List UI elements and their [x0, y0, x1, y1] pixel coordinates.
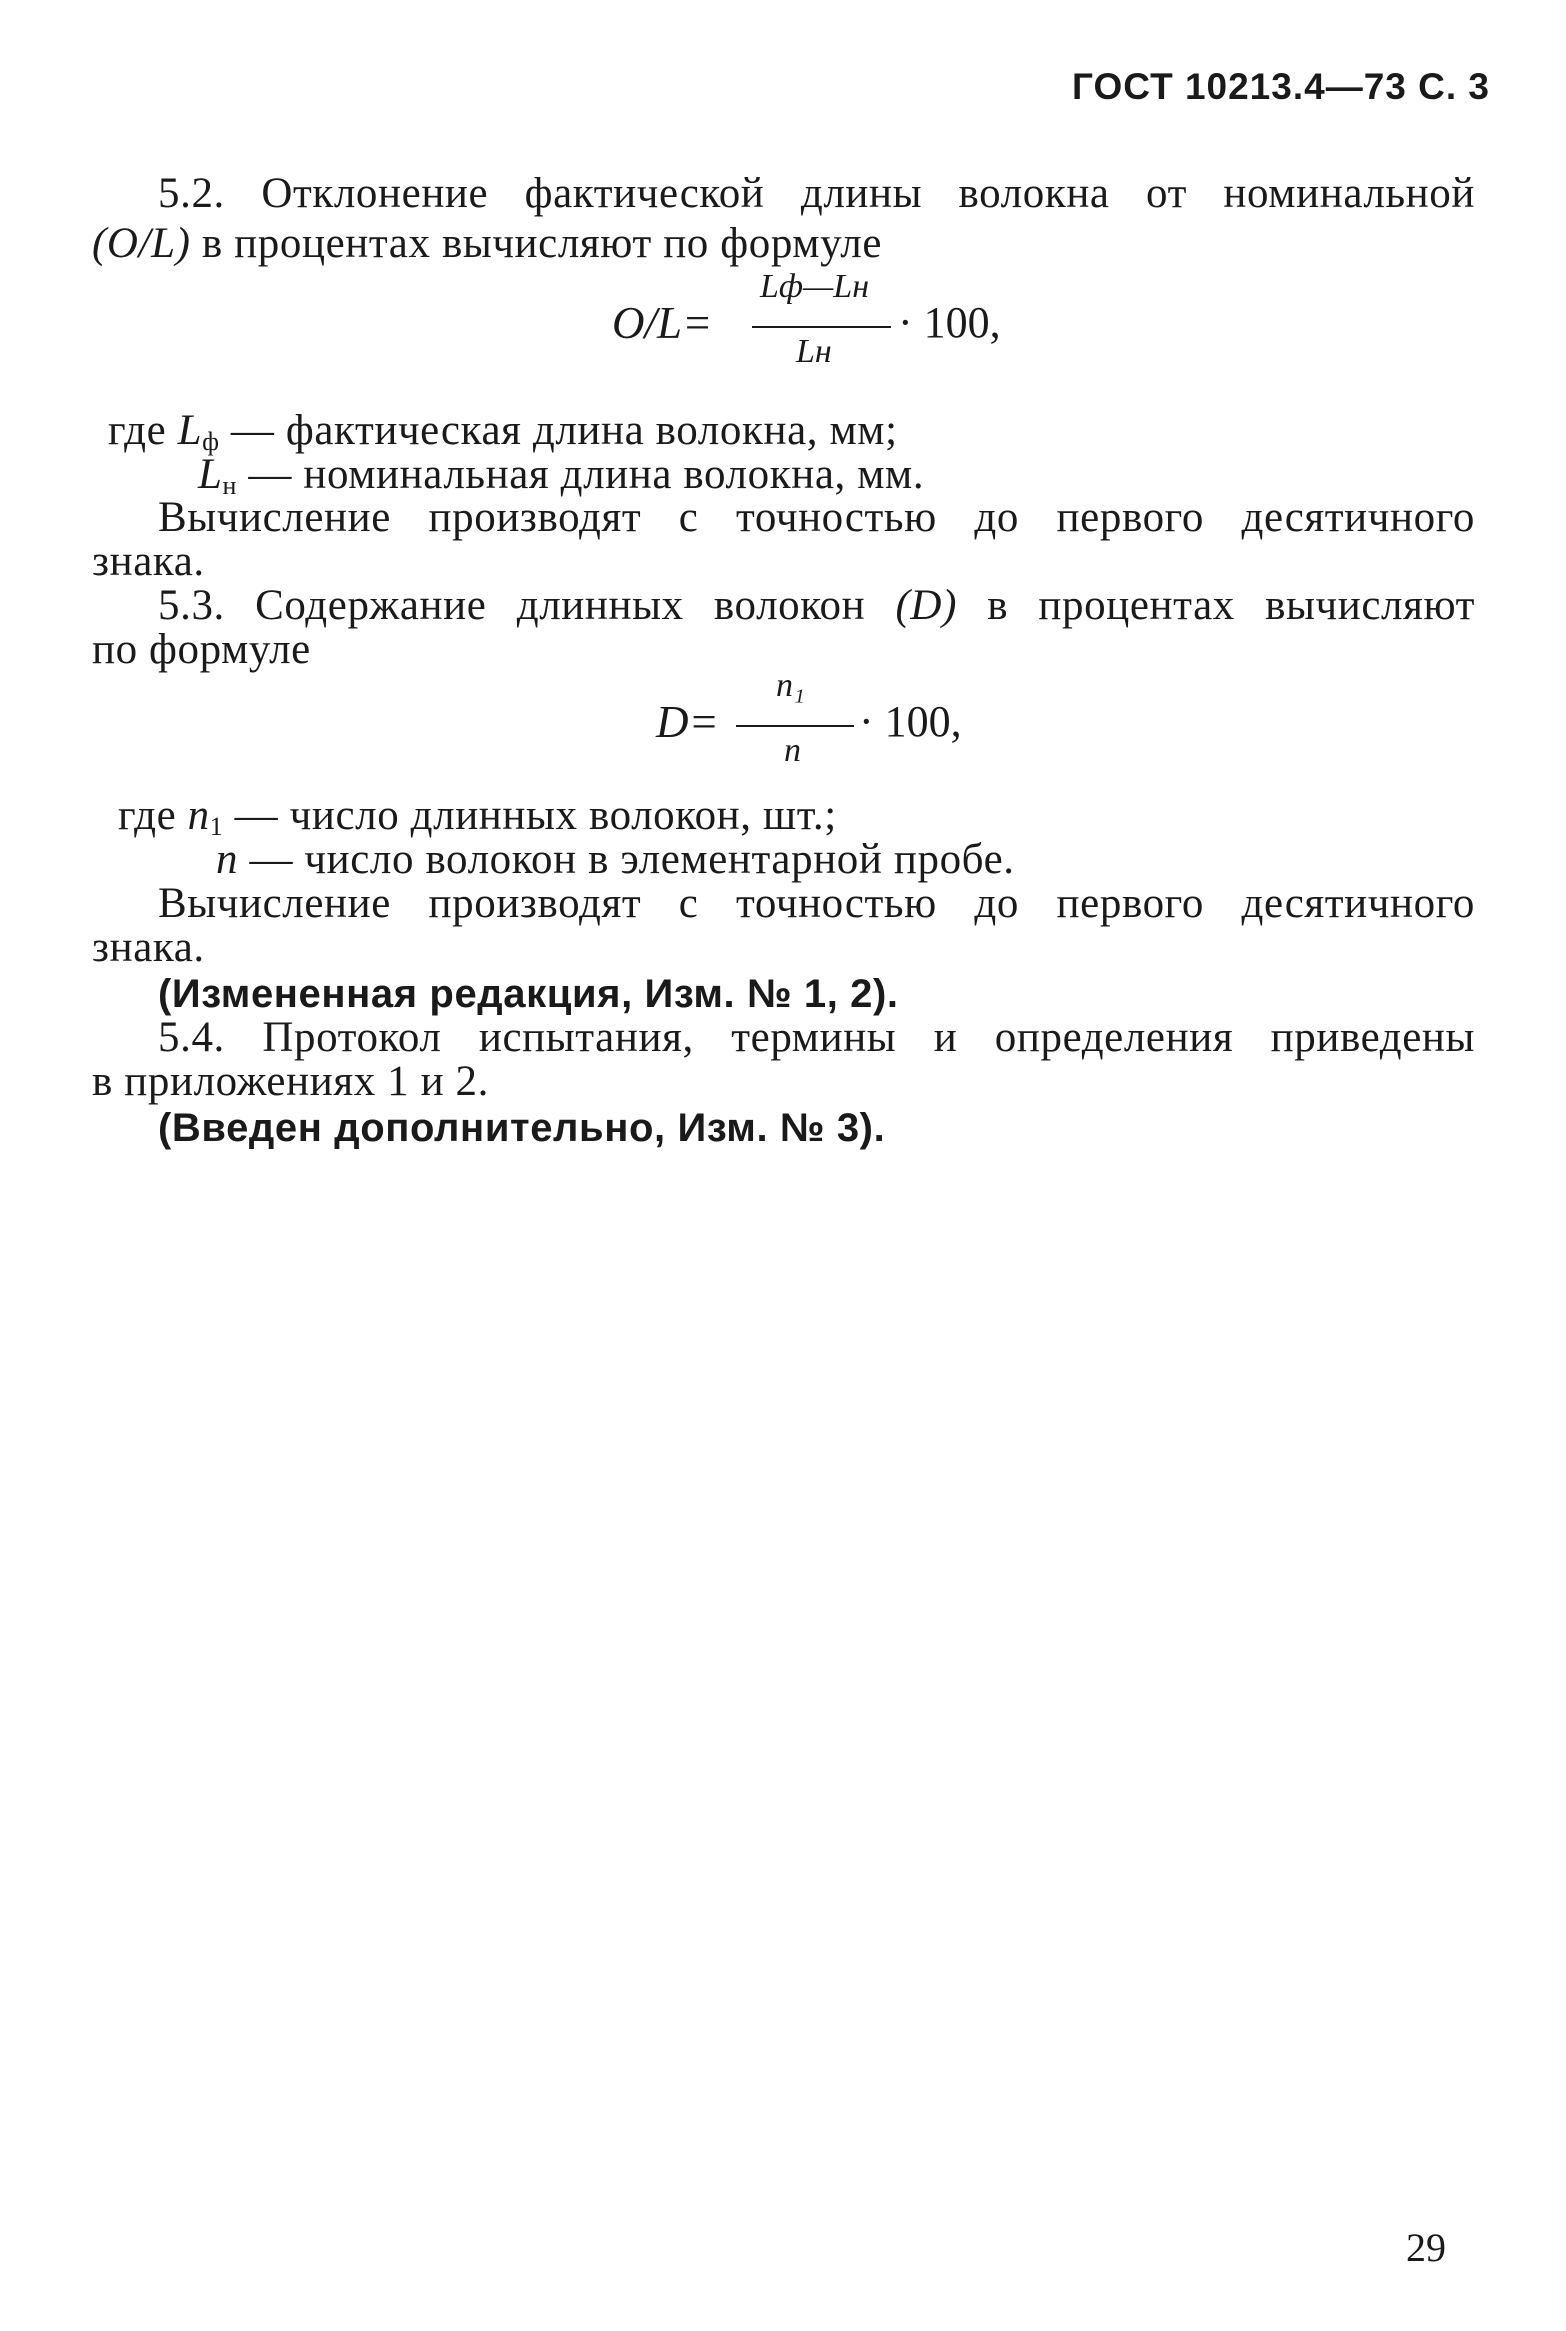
section-5-4-amendment-note: (Введен дополнительно, Изм. № 3). [158, 1106, 886, 1150]
section-5-3-where-1: где $n_1$ — число длинных волокон, шт.; [118, 792, 837, 841]
formula-ol-numerator: Lф—Lн [760, 268, 870, 305]
formula-d-tail: · 100, [859, 697, 962, 746]
section-5-3-line-1: 5.3. Содержание длинных волокон (D) в процентах вычисляют [158, 582, 1476, 629]
section-5-3-where-2: n — число волокон в элементарной пробе. [216, 836, 1015, 883]
section-5-2-line-1: 5.2. Отклонение фактической длины волокна от номинальной [158, 170, 1475, 217]
section-5-4-line-1: 5.4. Протокол испытания, термины и определения приведены [158, 1014, 1475, 1061]
formula-ol-tail: · 100, [898, 298, 1001, 347]
formula-ol-lhs: O/L= [612, 298, 713, 348]
section-5-2-calc-1: Вычисление производят с точностью до первого десятичного [158, 494, 1475, 541]
section-5-3-calc-1: Вычисление производят с точностью до первого десятичного [158, 880, 1475, 927]
formula-d-lhs: D= [656, 697, 719, 747]
formula-d-denominator: n [784, 732, 801, 769]
section-5-2-line-2: (O/L) в процентах вычисляют по формуле [92, 220, 883, 267]
page-header: ГОСТ 10213.4—73 С. 3 [1072, 66, 1490, 107]
section-5-2-calc-2: знака. [92, 538, 205, 585]
section-5-3-amendment-note: (Измененная редакция, Изм. № 1, 2). [158, 972, 899, 1016]
section-5-2-where-1: где $L_ф$ — фактическая длина волокна, мм; [108, 407, 898, 456]
formula-d-fraction-bar [736, 725, 854, 727]
formula-ol-denominator: Lн [796, 333, 832, 370]
section-5-4-line-2: в приложениях 1 и 2. [92, 1058, 490, 1105]
section-5-2-where-2: $L_н$ — номинальная длина волокна, мм. [198, 451, 925, 500]
section-5-3-line-2: по формуле [92, 626, 311, 673]
formula-d-numerator: n₁ [776, 667, 805, 704]
formula-ol-fraction-bar [752, 326, 891, 328]
page-number: 29 [1406, 2225, 1446, 2270]
section-5-3-calc-2: знака. [92, 924, 205, 971]
